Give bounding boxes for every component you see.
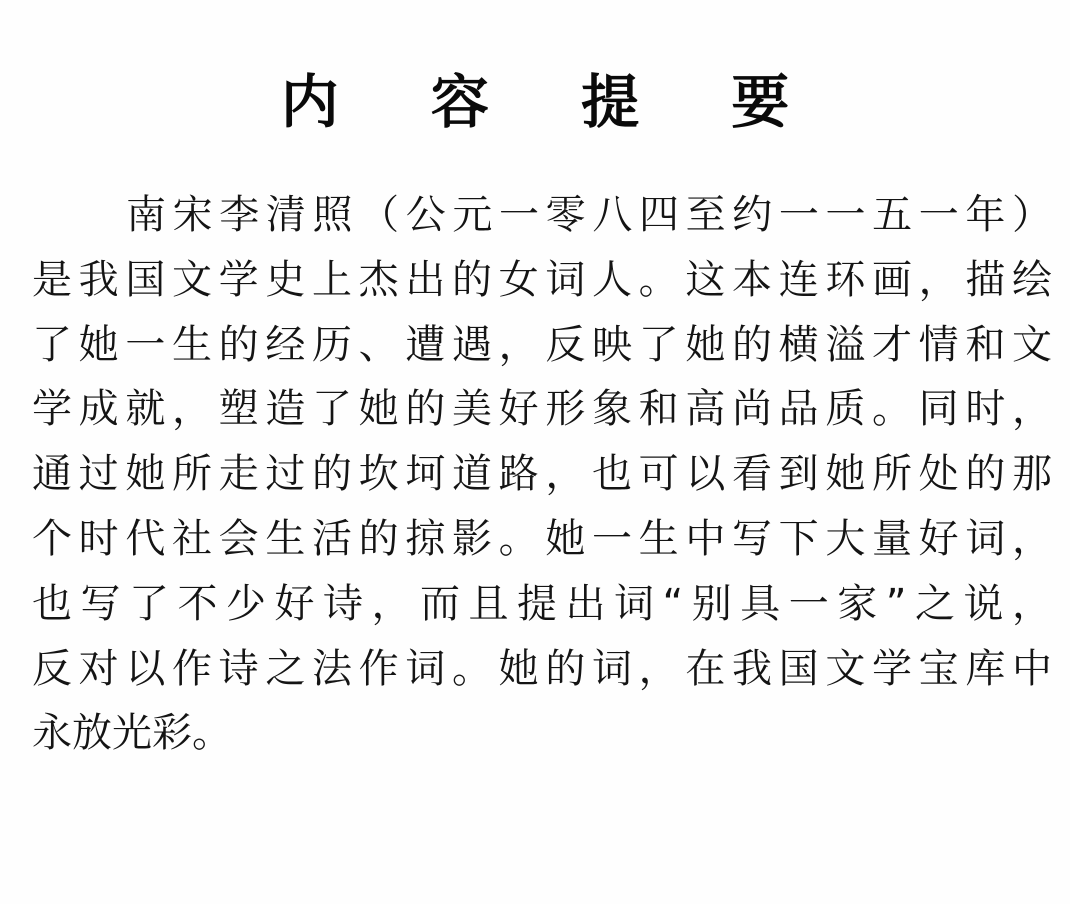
paragraph-line: 学成就，塑造了她的美好形象和高尚品质。同时，: [32, 386, 1052, 433]
paragraph-line: 也写了不少好诗，而且提出词“别具一家”之说，: [32, 580, 1052, 627]
paragraph-line: 了她一生的经历、遭遇，反映了她的横溢才情和文: [32, 321, 1052, 368]
paragraph-line: 南宋李清照（公元一零八四至约一一五一年）: [126, 192, 1052, 238]
page-title: 内 容 提 要: [280, 68, 826, 136]
paragraph-line: 通过她所走过的坎坷道路，也可以看到她所处的那: [32, 451, 1052, 498]
paragraph-line: 是我国文学史上杰出的女词人。这本连环画，描绘: [32, 256, 1052, 303]
paragraph-line: 反对以作诗之法作词。她的词，在我国文学宝库中: [32, 645, 1052, 692]
summary-paragraph: [32, 183, 1052, 766]
paragraph-line: 个时代社会生活的掠影。她一生中写下大量好词，: [32, 515, 1052, 562]
paragraph-line: 永放光彩。: [32, 710, 232, 757]
